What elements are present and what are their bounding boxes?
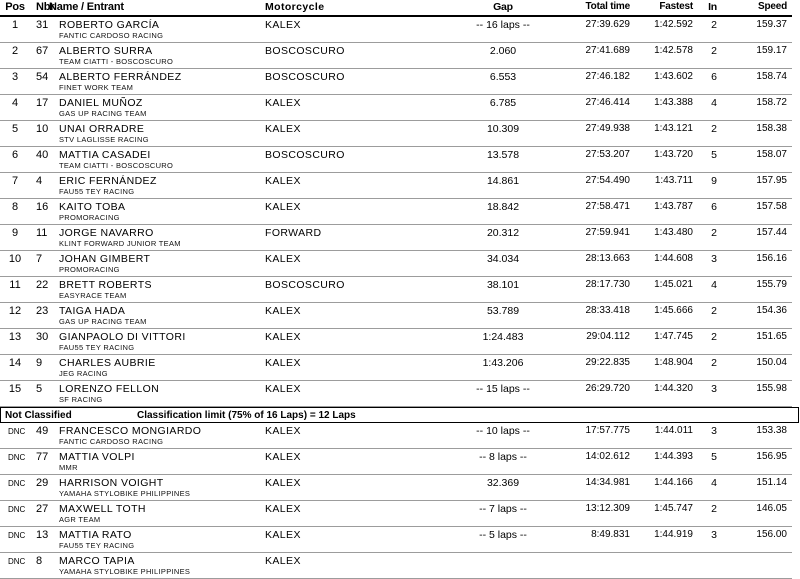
gap-cell: 32.369	[486, 477, 520, 489]
position-cell: 12	[8, 305, 22, 317]
table-row	[0, 475, 792, 501]
table-row	[0, 449, 792, 475]
total-time-cell: 27:54.490	[585, 175, 630, 186]
team-name: FANTIC CARDOSO RACING	[59, 31, 164, 40]
gap-cell: 6.553	[489, 71, 517, 83]
rider-name: MAXWELL TOTH	[59, 503, 146, 515]
number-cell: 77	[36, 451, 49, 463]
speed-cell: 159.37	[756, 19, 787, 30]
header-nbr: Nbr	[36, 1, 55, 13]
rider-cell	[58, 477, 265, 498]
speed-cell: 146.05	[756, 503, 787, 514]
speed-cell: 156.00	[756, 529, 787, 540]
number-cell: 8	[36, 555, 43, 567]
fastest-lap-in-cell: 2	[711, 305, 717, 317]
total-time-cell: 17:57.775	[585, 425, 630, 436]
gap-cell: 2.060	[489, 45, 517, 57]
fastest-lap-cell: 1:44.011	[654, 425, 693, 436]
fastest-lap-cell: 1:43.787	[654, 201, 693, 212]
rider-cell	[58, 383, 265, 404]
rider-cell	[58, 97, 265, 118]
table-row	[0, 43, 792, 69]
fastest-lap-cell: 1:44.393	[654, 451, 693, 462]
motorcycle-cell: KALEX	[265, 425, 301, 437]
total-time-cell: 27:46.414	[585, 97, 630, 108]
rider-cell	[58, 279, 265, 300]
gap-cell: -- 8 laps --	[479, 451, 527, 463]
fastest-lap-cell: 1:43.720	[654, 149, 693, 160]
number-cell: 13	[36, 529, 49, 541]
number-cell: 23	[36, 305, 49, 317]
rider-name: LORENZO FELLON	[59, 383, 160, 395]
position-cell: 4	[11, 97, 19, 109]
number-cell: 54	[36, 71, 49, 83]
gap-cell: 6.785	[489, 97, 517, 109]
rider-name: GIANPAOLO DI VITTORI	[59, 331, 186, 343]
table-row	[0, 225, 792, 251]
position-cell: DNC	[8, 427, 26, 436]
position-cell: 2	[11, 45, 19, 57]
total-time-cell: 8:49.831	[591, 529, 630, 540]
rider-name: KAITO TOBA	[59, 201, 126, 213]
table-row	[0, 173, 792, 199]
fastest-lap-cell: 1:44.166	[654, 477, 693, 488]
position-cell: 15	[8, 383, 22, 395]
rider-cell	[58, 451, 265, 472]
motorcycle-cell: KALEX	[265, 123, 301, 135]
position-cell: DNC	[8, 505, 26, 514]
rider-name: JOHAN GIMBERT	[59, 253, 151, 265]
position-cell: 7	[11, 175, 19, 187]
motorcycle-cell: BOSCOSCURO	[265, 149, 345, 161]
gap-cell: 20.312	[486, 227, 520, 239]
header-name: Name / Entrant	[49, 1, 124, 13]
motorcycle-cell: KALEX	[265, 97, 301, 109]
fastest-lap-cell: 1:48.904	[654, 357, 693, 368]
speed-cell: 158.74	[756, 71, 787, 82]
team-name: FAU55 TEY RACING	[59, 541, 135, 550]
position-cell: 14	[8, 357, 22, 369]
fastest-lap-cell: 1:43.388	[654, 97, 693, 108]
rider-name: DANIEL MUÑOZ	[59, 97, 143, 109]
rider-cell	[58, 45, 265, 66]
gap-cell: 1:43.206	[482, 357, 524, 369]
motorcycle-cell: KALEX	[265, 175, 301, 187]
total-time-cell: 29:22.835	[585, 357, 630, 368]
team-name: AGR TEAM	[59, 515, 101, 524]
header-fastest: Fastest	[659, 1, 693, 12]
fastest-lap-in-cell: 6	[711, 71, 717, 83]
total-time-cell: 28:17.730	[585, 279, 630, 290]
team-name: YAMAHA STYLOBIKE PHILIPPINES	[59, 567, 191, 576]
number-cell: 29	[36, 477, 49, 489]
fastest-lap-in-cell: 2	[711, 357, 717, 369]
motorcycle-cell: KALEX	[265, 305, 301, 317]
rider-name: FRANCESCO MONGIARDO	[59, 425, 202, 437]
rider-name: JORGE NAVARRO	[59, 227, 154, 239]
position-cell: 6	[11, 149, 19, 161]
number-cell: 11	[36, 227, 48, 239]
not-classified-banner	[0, 407, 799, 423]
team-name: FINET WORK TEAM	[59, 83, 134, 92]
table-row	[0, 277, 792, 303]
rider-cell	[58, 175, 265, 196]
number-cell: 49	[36, 425, 49, 437]
gap-cell: -- 16 laps --	[476, 19, 530, 31]
fastest-lap-in-cell: 4	[711, 97, 717, 109]
motorcycle-cell: KALEX	[265, 383, 301, 395]
rider-cell	[58, 149, 265, 170]
team-name: PROMORACING	[59, 265, 120, 274]
fastest-lap-in-cell: 2	[711, 45, 717, 57]
position-cell: 9	[11, 227, 19, 239]
header-gap: Gap	[493, 1, 513, 13]
fastest-lap-in-cell: 2	[711, 503, 717, 515]
table-row	[0, 199, 792, 225]
position-cell: DNC	[8, 557, 26, 566]
table-row	[0, 17, 792, 43]
table-row	[0, 553, 792, 579]
team-name: PROMORACING	[59, 213, 120, 222]
fastest-lap-in-cell: 3	[711, 383, 717, 395]
gap-cell: 10.309	[486, 123, 520, 135]
table-row	[0, 355, 792, 381]
fastest-lap-cell: 1:43.480	[654, 227, 693, 238]
team-name: FANTIC CARDOSO RACING	[59, 437, 164, 446]
table-row	[0, 303, 792, 329]
motorcycle-cell: BOSCOSCURO	[265, 279, 345, 291]
position-cell: 5	[11, 123, 19, 135]
total-time-cell: 28:33.418	[585, 305, 630, 316]
motorcycle-cell: KALEX	[265, 357, 301, 369]
number-cell: 17	[36, 97, 49, 109]
number-cell: 16	[36, 201, 49, 213]
rider-cell	[58, 19, 265, 40]
rider-cell	[58, 253, 265, 274]
speed-cell: 158.38	[756, 123, 787, 134]
fastest-lap-in-cell: 5	[711, 149, 717, 161]
team-name: SF RACING	[59, 395, 103, 404]
total-time-cell: 27:46.182	[585, 71, 630, 82]
gap-cell: 1:24.483	[482, 331, 524, 343]
fastest-lap-in-cell: 3	[711, 253, 717, 265]
team-name: STV LAGLISSE RACING	[59, 135, 149, 144]
fastest-lap-cell: 1:42.592	[654, 19, 693, 30]
speed-cell: 153.38	[756, 425, 787, 436]
motorcycle-cell: KALEX	[265, 529, 301, 541]
team-name: EASYRACE TEAM	[59, 291, 127, 300]
gap-cell: 34.034	[486, 253, 520, 265]
rider-cell	[58, 331, 265, 352]
rider-name: MARCO TAPIA	[59, 555, 135, 567]
rider-name: ALBERTO FERRÁNDEZ	[59, 71, 182, 83]
rider-name: ROBERTO GARCÍA	[59, 19, 160, 31]
fastest-lap-cell: 1:43.711	[654, 175, 693, 186]
total-time-cell: 27:58.471	[585, 201, 630, 212]
position-cell: 11	[9, 279, 21, 291]
total-time-cell: 13:12.309	[585, 503, 630, 514]
table-row	[0, 121, 792, 147]
fastest-lap-in-cell: 2	[711, 227, 717, 239]
speed-cell: 151.65	[756, 331, 787, 342]
gap-cell: 53.789	[486, 305, 520, 317]
number-cell: 40	[36, 149, 49, 161]
number-cell: 31	[36, 19, 49, 31]
rider-name: ALBERTO SURRA	[59, 45, 153, 57]
speed-cell: 156.95	[756, 451, 787, 462]
fastest-lap-cell: 1:45.666	[654, 305, 693, 316]
header-speed: Speed	[757, 1, 787, 12]
total-time-cell: 27:49.938	[585, 123, 630, 134]
gap-cell: -- 7 laps --	[479, 503, 527, 515]
classified-rows	[0, 17, 800, 407]
motorcycle-cell: KALEX	[265, 201, 301, 213]
table-row	[0, 381, 792, 407]
total-time-cell: 14:34.981	[585, 477, 630, 488]
gap-cell: 18.842	[486, 201, 520, 213]
dnc-rows	[0, 423, 800, 579]
team-name: GAS UP RACING TEAM	[59, 317, 147, 326]
total-time-cell: 27:59.941	[585, 227, 630, 238]
rider-name: HARRISON VOIGHT	[59, 477, 164, 489]
motorcycle-cell: KALEX	[265, 477, 301, 489]
gap-cell: 13.578	[486, 149, 520, 161]
speed-cell: 150.04	[756, 357, 787, 368]
motorcycle-cell: KALEX	[265, 451, 301, 463]
header-pos: Pos	[5, 1, 25, 13]
motorcycle-cell: KALEX	[265, 555, 301, 567]
rider-cell	[58, 425, 265, 446]
rider-cell	[58, 71, 265, 92]
fastest-lap-in-cell: 5	[711, 451, 717, 463]
position-cell: DNC	[8, 531, 26, 540]
rider-name: CHARLES AUBRIE	[59, 357, 156, 369]
position-cell: 10	[8, 253, 22, 265]
gap-cell: -- 15 laps --	[476, 383, 530, 395]
team-name: KLINT FORWARD JUNIOR TEAM	[59, 239, 181, 248]
position-cell: 13	[8, 331, 22, 343]
rider-cell	[58, 555, 265, 576]
number-cell: 30	[36, 331, 49, 343]
total-time-cell: 27:41.689	[585, 45, 630, 56]
number-cell: 67	[36, 45, 49, 57]
motorcycle-cell: BOSCOSCURO	[265, 71, 345, 83]
position-cell: 8	[11, 201, 19, 213]
total-time-cell: 14:02.612	[585, 451, 630, 462]
rider-cell	[58, 201, 265, 222]
fastest-lap-cell: 1:43.602	[654, 71, 693, 82]
motorcycle-cell: KALEX	[265, 331, 301, 343]
rider-cell	[58, 227, 265, 248]
motorcycle-cell: KALEX	[265, 253, 301, 265]
table-row	[0, 329, 792, 355]
fastest-lap-cell: 1:45.021	[654, 279, 693, 290]
position-cell: 1	[11, 19, 19, 31]
number-cell: 27	[36, 503, 49, 515]
rider-name: UNAI ORRADRE	[59, 123, 145, 135]
total-time-cell: 26:29.720	[585, 383, 630, 394]
total-time-cell: 29:04.112	[586, 331, 630, 342]
rider-cell	[58, 529, 265, 550]
fastest-lap-in-cell: 2	[711, 123, 717, 135]
table-row	[0, 69, 792, 95]
motorcycle-cell: KALEX	[265, 19, 301, 31]
motorcycle-cell: KALEX	[265, 503, 301, 515]
team-name: TEAM CIATTI - BOSCOSCURO	[59, 161, 174, 170]
number-cell: 22	[36, 279, 49, 291]
team-name: TEAM CIATTI - BOSCOSCURO	[59, 57, 174, 66]
position-cell: 3	[11, 71, 19, 83]
fastest-lap-cell: 1:47.745	[654, 331, 693, 342]
table-row	[0, 147, 792, 173]
fastest-lap-cell: 1:42.578	[654, 45, 693, 56]
number-cell: 4	[36, 175, 43, 187]
rider-name: MATTIA VOLPI	[59, 451, 135, 463]
fastest-lap-in-cell: 2	[711, 331, 717, 343]
number-cell: 9	[36, 357, 43, 369]
rider-cell	[58, 123, 265, 144]
fastest-lap-in-cell: 2	[711, 19, 717, 31]
speed-cell: 155.79	[756, 279, 787, 290]
fastest-lap-cell: 1:44.608	[654, 253, 693, 264]
team-name: YAMAHA STYLOBIKE PHILIPPINES	[59, 489, 191, 498]
team-name: FAU55 TEY RACING	[59, 187, 135, 196]
speed-cell: 158.07	[756, 149, 787, 160]
speed-cell: 155.98	[756, 383, 787, 394]
table-row	[0, 423, 792, 449]
table-header	[0, 0, 792, 17]
rider-name: BRETT ROBERTS	[59, 279, 152, 291]
team-name: FAU55 TEY RACING	[59, 343, 135, 352]
fastest-lap-in-cell: 4	[711, 477, 717, 489]
classification-limit-text: Classification limit (75% of 16 Laps) = 12 Laps	[137, 409, 356, 421]
gap-cell: -- 10 laps --	[476, 425, 530, 437]
total-time-cell: 27:39.629	[585, 19, 630, 30]
team-name: GAS UP RACING TEAM	[59, 109, 147, 118]
position-cell: DNC	[8, 453, 26, 462]
speed-cell: 157.44	[756, 227, 787, 238]
rider-name: MATTIA RATO	[59, 529, 132, 541]
number-cell: 10	[36, 123, 49, 135]
rider-cell	[58, 503, 265, 524]
fastest-lap-cell: 1:43.121	[654, 123, 693, 134]
speed-cell: 158.72	[756, 97, 787, 108]
fastest-lap-cell: 1:45.747	[654, 503, 693, 514]
fastest-lap-in-cell: 3	[711, 529, 717, 541]
speed-cell: 154.36	[756, 305, 787, 316]
motorcycle-cell: BOSCOSCURO	[265, 45, 345, 57]
rider-name: TAIGA HADA	[59, 305, 126, 317]
table-row	[0, 527, 792, 553]
rider-name: MATTIA CASADEI	[59, 149, 151, 161]
total-time-cell: 27:53.207	[585, 149, 630, 160]
fastest-lap-cell: 1:44.919	[654, 529, 693, 540]
number-cell: 5	[36, 383, 43, 395]
number-cell: 7	[36, 253, 43, 265]
speed-cell: 157.58	[756, 201, 787, 212]
fastest-lap-cell: 1:44.320	[654, 383, 693, 394]
team-name: JEG RACING	[59, 369, 108, 378]
motorcycle-cell: FORWARD	[265, 227, 322, 239]
position-cell: DNC	[8, 479, 26, 488]
header-in: In	[708, 1, 717, 13]
team-name: MMR	[59, 463, 78, 472]
fastest-lap-in-cell: 3	[711, 425, 717, 437]
fastest-lap-in-cell: 4	[711, 279, 717, 291]
speed-cell: 159.17	[756, 45, 787, 56]
gap-cell: 38.101	[486, 279, 520, 291]
rider-name: ERIC FERNÁNDEZ	[59, 175, 157, 187]
gap-cell: -- 5 laps --	[479, 529, 527, 541]
fastest-lap-in-cell: 6	[711, 201, 717, 213]
gap-cell: 14.861	[486, 175, 520, 187]
total-time-cell: 28:13.663	[585, 253, 630, 264]
table-row	[0, 95, 792, 121]
header-motorcycle: Motorcycle	[265, 1, 325, 13]
rider-cell	[58, 357, 265, 378]
speed-cell: 157.95	[756, 175, 787, 186]
fastest-lap-in-cell: 9	[711, 175, 717, 187]
header-total-time: Total time	[585, 1, 630, 12]
speed-cell: 151.14	[756, 477, 787, 488]
table-row	[0, 251, 792, 277]
not-classified-label: Not Classified	[5, 409, 72, 421]
speed-cell: 156.16	[756, 253, 787, 264]
table-row	[0, 501, 792, 527]
rider-cell	[58, 305, 265, 326]
